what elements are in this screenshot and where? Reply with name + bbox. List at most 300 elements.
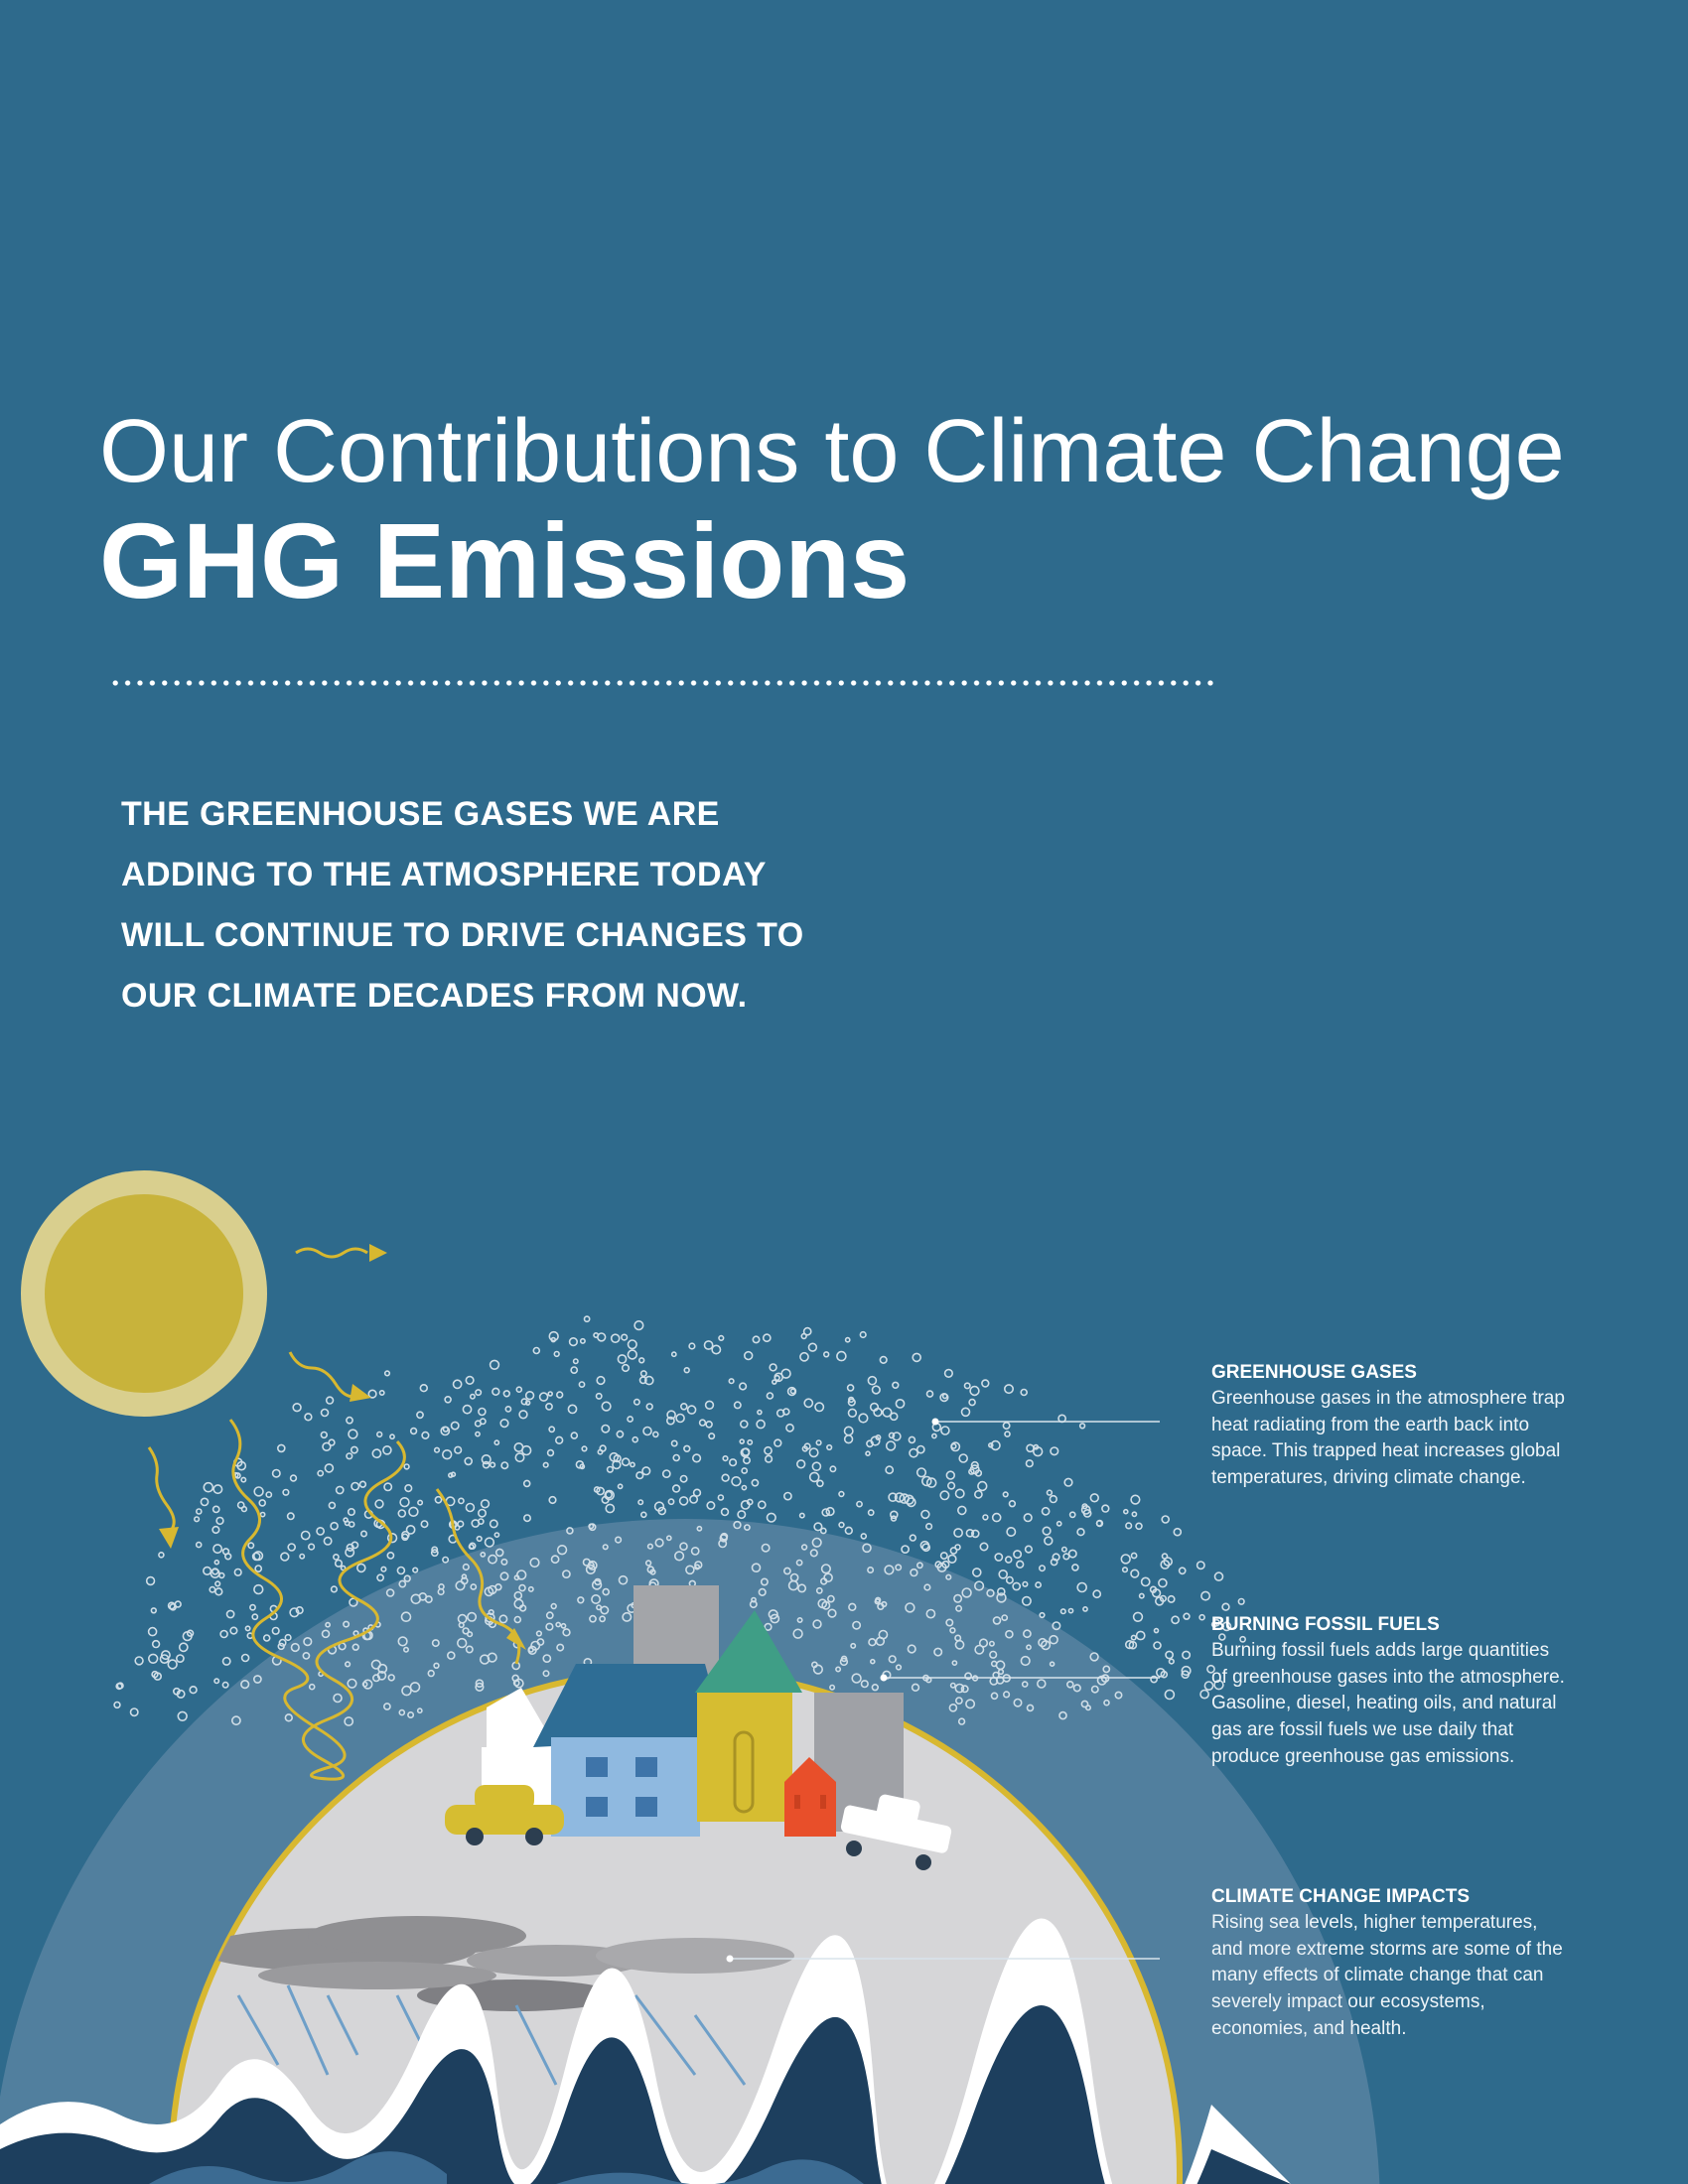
gas-bubble [707,1502,714,1509]
gas-bubble [418,1500,422,1504]
gas-bubble [978,1482,987,1491]
gas-bubble [435,1447,440,1452]
callout-body: Burning fossil fuels adds large quantities of greenhouse gases into the atmosphere. Gasoline, diesel, heating oils, and natural gas are fossil fuels we use daily that produce greenhouse gas emissions. [1211,1640,1565,1767]
gas-bubble [215,1588,222,1595]
gas-bubble [325,1464,333,1472]
gas-bubble [719,1336,724,1341]
gas-bubble [639,1358,644,1363]
gas-bubble [634,1400,639,1405]
lead-line: ADDING TO THE ATMOSPHERE TODAY [121,856,767,893]
gas-bubble [500,1420,508,1428]
callout-dot [727,1956,734,1963]
gas-bubble [764,1334,771,1341]
gas-bubble [516,1387,521,1392]
gas-bubble [1131,1570,1139,1577]
gas-bubble [950,1548,956,1554]
gas-bubble [859,1414,868,1423]
gas-bubble [1068,1609,1072,1613]
gas-bubble [1142,1577,1150,1585]
gas-bubble [180,1643,188,1651]
gas-bubble [384,1483,391,1490]
gas-bubble [452,1422,459,1429]
gas-bubble [1003,1423,1009,1429]
gas-bubble [839,1523,844,1528]
gas-bubble [932,1433,936,1437]
gas-bubble [608,1467,614,1473]
gas-bubble [958,1506,966,1514]
gas-bubble [846,1338,850,1342]
gas-bubble [861,1534,866,1539]
gas-bubble [549,1332,558,1341]
gas-bubble [827,1445,832,1450]
gas-bubble [800,1353,808,1361]
gas-bubble [672,1440,677,1445]
gas-bubble [214,1561,218,1565]
gas-bubble [887,1441,896,1450]
gas-bubble [213,1545,221,1553]
gas-bubble [254,1585,263,1594]
callout-dot [932,1419,939,1426]
gas-bubble [479,1409,486,1416]
gas-bubble [815,1403,823,1411]
gas-bubble [466,1377,474,1385]
gas-bubble [212,1527,219,1534]
gas-bubble [886,1466,893,1473]
gas-bubble [684,1368,689,1373]
gas-bubble [151,1608,156,1613]
gas-bubble [549,1497,556,1504]
gas-bubble [242,1507,247,1512]
gas-bubble [477,1537,482,1542]
gas-bubble [390,1434,394,1438]
gas-bubble [422,1433,429,1439]
gas-bubble [234,1570,241,1576]
gas-bubble [970,1387,979,1396]
gas-bubble [821,1528,826,1533]
gas-bubble [201,1498,208,1505]
gas-bubble [491,1462,495,1467]
gas-bubble [712,1345,720,1353]
gas-bubble [1222,1603,1229,1610]
gas-bubble [1045,1537,1053,1545]
gas-bubble [812,1462,820,1470]
gas-bubble [169,1602,175,1608]
gas-bubble [766,1455,773,1462]
callout-title: GREENHOUSE GASES [1211,1362,1417,1383]
gas-bubble [288,1513,294,1519]
gas-bubble [926,1524,932,1530]
gas-bubble [744,1457,750,1463]
gas-bubble [694,1489,701,1496]
gas-bubble [745,1352,753,1360]
callout-greenhouse-gases [1211,1360,1569,1492]
gas-bubble [380,1391,384,1395]
gas-bubble [400,1498,409,1507]
gas-bubble [636,1472,643,1479]
gas-bubble [948,1482,955,1489]
gas-bubble [673,1455,679,1461]
gas-bubble [332,1586,338,1592]
gas-bubble [693,1454,701,1462]
gas-bubble [738,1511,745,1518]
dotted-divider [109,679,1216,687]
gas-bubble [1172,1616,1179,1623]
gas-bubble [1023,1582,1028,1587]
gas-bubble [411,1429,417,1434]
gas-bubble [214,1679,218,1683]
gas-bubble [641,1371,646,1376]
callout-climate-change-impacts [1211,1884,1569,2043]
gas-bubble [481,1419,486,1424]
gas-bubble [784,1493,791,1500]
gas-bubble [227,1610,234,1617]
gas-bubble [259,1500,265,1506]
gas-bubble [540,1393,548,1401]
gas-bubble [471,1395,475,1399]
gas-bubble [1183,1651,1190,1658]
gas-bubble [839,1492,844,1497]
gas-bubble [372,1449,380,1457]
gas-bubble [959,1454,967,1462]
gas-bubble [1132,1635,1136,1639]
gas-bubble [1040,1566,1045,1570]
gas-bubble [1005,1432,1010,1436]
gas-bubble [883,1408,892,1417]
gas-bubble [896,1400,904,1408]
gas-bubble [723,1456,728,1461]
gas-bubble [324,1538,331,1545]
gas-bubble [420,1385,427,1392]
gas-bubble [973,1569,981,1576]
gas-bubble [317,1528,324,1535]
gas-bubble [673,1485,680,1492]
gas-bubble [204,1483,212,1492]
gas-bubble [641,1512,646,1517]
gas-bubble [817,1480,823,1486]
gas-bubble [848,1385,854,1391]
gas-bubble [1136,1523,1142,1529]
gas-bubble [1080,1424,1085,1429]
gas-bubble [465,1457,472,1464]
gas-bubble [946,1471,954,1479]
gas-bubble [623,1365,630,1372]
gas-bubble [1023,1597,1031,1605]
gas-bubble [368,1390,376,1398]
gas-bubble [706,1422,712,1428]
gas-bubble [503,1391,509,1397]
gas-bubble [757,1421,765,1429]
gas-bubble [830,1466,835,1471]
gas-bubble [646,1404,652,1410]
gas-bubble [993,1514,1001,1522]
gas-bubble [1126,1523,1132,1529]
gas-bubble [321,1433,327,1438]
gas-bubble [491,1360,499,1369]
gas-bubble [404,1464,409,1469]
gas-bubble [581,1339,585,1343]
gas-bubble [1007,1577,1013,1583]
gas-bubble [336,1561,343,1568]
gas-bubble [980,1543,987,1550]
gas-bubble [700,1420,706,1426]
gas-bubble [215,1581,220,1586]
gas-bubble [347,1418,352,1424]
gas-bubble [622,1334,628,1340]
gas-bubble [809,1343,817,1351]
gas-bubble [602,1426,609,1433]
gas-bubble [995,1554,1002,1561]
gas-bubble [242,1655,249,1662]
gas-bubble [352,1446,357,1452]
gas-bubble [742,1468,747,1473]
gas-bubble [1083,1607,1087,1611]
gas-bubble [1026,1546,1033,1553]
gas-bubble [331,1523,338,1530]
gas-bubble [880,1357,887,1364]
gas-bubble [962,1408,970,1416]
lead-line: THE GREENHOUSE GASES WE ARE [121,795,720,833]
gas-bubble [917,1468,926,1477]
gas-bubble [684,1445,690,1451]
gas-bubble [1165,1691,1174,1700]
gas-bubble [168,1660,177,1669]
gas-bubble [250,1605,255,1610]
gas-bubble [753,1336,759,1342]
gas-bubble [1155,1629,1159,1633]
gas-bubble [633,1437,637,1442]
gas-bubble [1200,1691,1208,1699]
gas-bubble [381,1567,386,1571]
gas-bubble [1077,1529,1084,1536]
gas-bubble [774,1376,779,1381]
gas-bubble [1093,1590,1100,1597]
gas-bubble [1162,1516,1169,1523]
gas-bubble [479,1510,486,1517]
gas-bubble [663,1470,670,1477]
gas-bubble [405,1485,412,1492]
gas-bubble [913,1353,920,1361]
gas-bubble [546,1404,552,1410]
gas-bubble [1132,1512,1136,1516]
gas-bubble [602,1402,611,1411]
gas-bubble [951,1444,955,1448]
gas-bubble [266,1492,271,1497]
gas-bubble [1197,1562,1204,1569]
gas-bubble [1014,1551,1021,1558]
gas-bubble [570,1338,578,1346]
gas-bubble [417,1412,423,1418]
gas-bubble [466,1504,474,1512]
gas-bubble [472,1520,479,1527]
gas-bubble [385,1371,390,1376]
gas-bubble [347,1453,352,1459]
gas-bubble [568,1405,576,1413]
gas-bubble [492,1388,499,1395]
gas-bubble [1027,1444,1034,1451]
gas-bubble [548,1450,554,1456]
gas-bubble [618,1355,626,1363]
gas-bubble [709,1433,714,1438]
gas-bubble [866,1451,870,1455]
gas-bubble [642,1467,650,1475]
gas-bubble [484,1462,490,1468]
gas-bubble [845,1427,853,1434]
gas-bubble [397,1568,404,1574]
gas-bubble [786,1425,793,1432]
gas-bubble [377,1433,382,1437]
gas-bubble [318,1471,323,1476]
gas-bubble [629,1340,637,1349]
gas-bubble [383,1446,391,1454]
gas-bubble [556,1436,563,1443]
gas-bubble [494,1533,498,1537]
gas-bubble [197,1543,202,1548]
gas-bubble [300,1555,304,1559]
gas-bubble [890,1433,895,1437]
gas-bubble [740,1439,744,1443]
gas-bubble [910,1449,917,1457]
gas-bubble [334,1555,339,1560]
gas-bubble [421,1521,427,1527]
gas-bubble [1061,1609,1066,1614]
gas-bubble [606,1504,614,1512]
gas-bubble [1072,1565,1078,1570]
gas-bubble [893,1382,899,1388]
lead-statement [121,784,876,1026]
gas-bubble [628,1350,636,1359]
gas-bubble [1005,1385,1013,1393]
gas-bubble [519,1411,527,1419]
callout-dot [881,1675,888,1682]
gas-bubble [153,1641,160,1648]
callout-title: CLIMATE CHANGE IMPACTS [1211,1886,1471,1907]
gas-bubble [1140,1593,1144,1597]
gas-bubble [767,1393,773,1399]
gas-bubble [494,1440,498,1444]
lead-line: WILL CONTINUE TO DRIVE CHANGES TO [121,916,804,954]
gas-bubble [322,1410,329,1417]
gas-bubble [1007,1528,1015,1536]
gas-bubble [346,1549,353,1557]
gas-bubble [597,1394,602,1399]
gas-bubble [543,1462,548,1467]
gas-bubble [804,1328,811,1335]
gas-bubble [770,1364,776,1371]
gas-bubble [681,1404,687,1410]
gas-bubble [668,1499,673,1504]
gas-bubble [288,1544,295,1551]
gas-bubble [349,1509,354,1515]
gas-bubble [435,1497,441,1503]
gas-bubble [459,1498,464,1503]
gas-bubble [680,1497,688,1505]
gas-bubble [1131,1495,1140,1504]
gas-bubble [617,1432,623,1437]
gas-bubble [455,1446,462,1453]
gas-bubble [329,1502,335,1508]
gas-bubble [360,1481,366,1487]
gas-bubble [638,1500,642,1504]
gas-bubble [533,1348,539,1354]
gas-bubble [305,1414,312,1421]
gas-bubble [824,1352,829,1357]
gas-bubble [1048,1490,1053,1495]
callout-title: BURNING FOSSIL FUELS [1211,1614,1440,1635]
gas-bubble [398,1510,405,1517]
gas-bubble [921,1511,929,1519]
gas-bubble [1050,1496,1056,1503]
gas-bubble [486,1538,494,1547]
gas-bubble [549,1427,554,1432]
gas-bubble [222,1683,227,1688]
gas-bubble [600,1445,606,1451]
gas-bubble [860,1332,866,1338]
gas-bubble [790,1389,794,1393]
gas-bubble [1040,1613,1045,1618]
gas-bubble [706,1401,714,1409]
gas-bubble [554,1352,559,1357]
gas-bubble [344,1518,348,1522]
gas-bubble [352,1483,358,1490]
gas-bubble [781,1369,790,1378]
gas-bubble [1006,1557,1012,1563]
gas-bubble [623,1458,630,1465]
gas-bubble [349,1430,357,1438]
gas-bubble [197,1509,202,1514]
gas-bubble [643,1428,651,1435]
gas-bubble [732,1477,741,1486]
gas-bubble [800,1513,804,1517]
gas-bubble [956,1489,964,1497]
gas-bubble [131,1708,138,1715]
gas-bubble [910,1535,915,1541]
gas-bubble [114,1703,120,1708]
gas-bubble [619,1484,623,1488]
gas-bubble [230,1627,237,1634]
gas-bubble [909,1436,914,1442]
gas-bubble [722,1474,729,1481]
gas-bubble [797,1460,805,1468]
gas-bubble [377,1574,383,1580]
gas-bubble [443,1450,452,1459]
gas-bubble [571,1433,577,1438]
gas-bubble [1238,1599,1244,1605]
gas-bubble [804,1399,812,1407]
gas-bubble [387,1553,393,1559]
gas-bubble [941,1427,949,1434]
gas-bubble [748,1440,752,1444]
gas-bubble [1121,1555,1130,1564]
gas-bubble [1024,1514,1032,1522]
gas-bubble [849,1409,857,1417]
gas-bubble [1003,1492,1008,1497]
gas-bubble [273,1470,280,1477]
gas-bubble [965,1383,970,1388]
gas-bubble [220,1631,227,1638]
gas-bubble [291,1475,297,1481]
gas-bubble [927,1391,933,1397]
gas-bubble [742,1486,746,1490]
gas-bubble [248,1543,253,1548]
gas-bubble [722,1509,729,1516]
callout-body: Rising sea levels, higher temperatures, and more extreme storms are some of the many effects of climate change that can severely impact our ecosystems, economies, and health. [1211,1912,1563,2039]
gas-bubble [735,1402,741,1408]
gas-bubble [264,1635,270,1641]
gas-bubble [718,1495,723,1500]
gas-bubble [1064,1478,1072,1486]
gas-bubble [159,1553,164,1558]
gas-bubble [1027,1460,1034,1467]
